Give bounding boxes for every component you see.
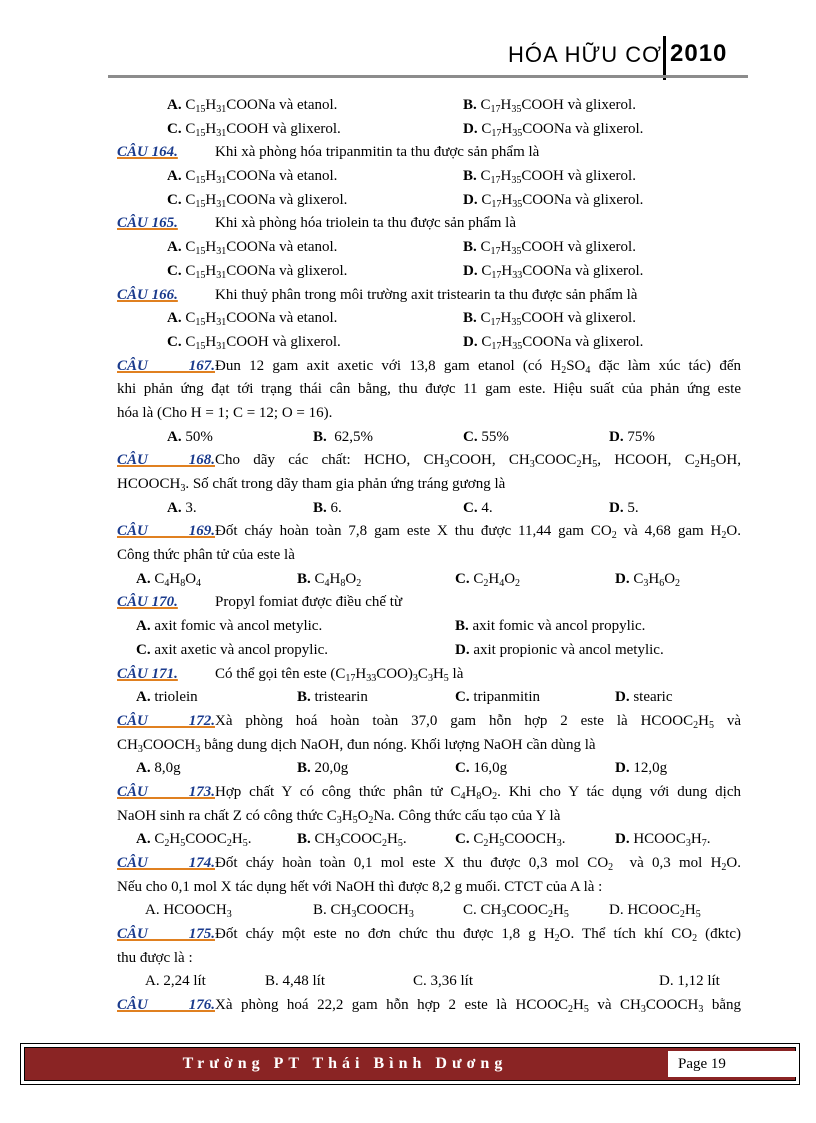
question-171: CÂU 171. Có thể gọi tên este $(C_{17}H_{33}COO)_3C_3H_5$ là [117,665,464,684]
footer-school: Trường PT Thái Bình Dương [182,1055,508,1072]
header-divider [663,36,666,80]
option-row: A. $C_{15}H_{31}COONa$ và etanol. B. $C_{17}H_{35}COOH$ và glixerol. [167,97,636,115]
option-row: C. $C_{15}H_{31}COONa$ và glixerol. D. $C_{17}H_{35}COONa$ và glixerol. [167,191,644,210]
option-row: A. axit fomic và ancol metylic. B. axit fomic và ancol propylic. [136,618,646,635]
page-content [117,94,741,1018]
question-text: Nếu cho 0,1 mol X tác dụng hết với NaOH thì được 8,2 g muối. CTCT của A là : [117,878,603,895]
header-title: HÓA HỮU CƠ [508,42,662,67]
question-text: NaOH sinh ra chất Z có công thức $C_3H_5O_2Na$. Công thức cấu tạo của Y là [117,807,561,826]
question-165: CÂU 165. Khi xà phòng hóa triolein ta thu được sản phẩm là [117,215,516,232]
question-170: CÂU 170. Propyl fomiat được điều chế từ [117,594,403,611]
question-166: CÂU 166. Khi thuỷ phân trong môi trường axit tristearin ta thu được sản phẩm là [117,286,638,303]
option-row: A. $C_4H_8O_4$ B. $C_4H_8O_2$ C. $C_2H_4O_2$ D. $C_3H_6O_2$ [136,570,681,589]
option-row: A. 8,0g B. 20,0g C. 16,0g D. 12,0g [136,760,668,777]
option-row: A. 50% B. 62,5% C. 55% D. 75% [167,428,655,445]
question-175: CÂU 175.Đốt cháy một este no đơn chức thu được 1,8 g $H_2O$. Thể tích khí $CO_2$ (đktc) [117,926,741,945]
question-167: CÂU 167.Đun 12 gam axit axetic với 13,8 gam etanol (có $H_2SO_4$ đặc làm xúc tác) đến [117,357,741,376]
option-row: A. $C_2H_5COOC_2H_5$. B. $CH_3COOC_2H_5$. C. $C_2H_5COOCH_3$. D. $HCOOC_3H_7$. [136,831,711,850]
page-number: Page 19 [668,1051,796,1077]
question-text: thu được là : [117,949,193,966]
option-row: A. 3. B. 6. C. 4. D. 5. [167,499,639,516]
option-row: C. axit axetic và ancol propylic. D. axit propionic và ancol metylic. [136,641,664,658]
footer-banner [24,1047,796,1081]
question-text: $HCOOCH_3$. Số chất trong dãy tham gia phản ứng tráng gương là [117,476,506,494]
option-row: A. $HCOOCH_3$ B. $CH_3COOCH_3$ C. $CH_3COOC_2H_5$ D. $HCOOC_2H_5$ [145,902,701,921]
question-168: CÂU 168.Cho dãy các chất: HCHO, $CH_3COOH$, $CH_3COOC_2H_5$, HCOOH, $C_2H_5OH$, [117,452,741,471]
header-year: 2010 [670,40,728,67]
question-text: hóa là (Cho H = 1; C = 12; O = 16). [117,404,333,421]
question-172: CÂU 172.Xà phòng hoá hoàn toàn 37,0 gam hỗn hợp 2 este là $HCOOC_2H_5$ và [117,712,741,731]
question-164: CÂU 164. Khi xà phòng hóa tripanmitin ta thu được sản phẩm là [117,144,540,161]
header-rule [108,75,748,78]
question-text: khi phản ứng đạt tới trạng thái cân bằng, thu được 11 gam este. Hiệu suất của phản ứng este [117,381,741,398]
question-169: CÂU 169.Đốt cháy hoàn toàn 7,8 gam este X thu được 11,44 gam $CO_2$ và 4,68 gam $H_2O$. [117,523,741,542]
option-row: A. triolein B. tristearin C. tripanmitin D. stearic [136,689,673,706]
option-row: A. $C_{15}H_{31}COONa$ và etanol. B. $C_{17}H_{35}COOH$ và glixerol. [167,310,636,329]
option-row: C. $C_{15}H_{31}COOH$ và glixerol. D. $C_{17}H_{35}COONa$ và glixerol. [167,333,644,352]
option-row: A. $C_{15}H_{31}COONa$ và etanol. B. $C_{17}H_{35}COOH$ và glixerol. [167,239,636,258]
option-row: C. $C_{15}H_{31}COONa$ và glixerol. D. $C_{17}H_{33}COONa$ và glixerol. [167,262,644,281]
question-text: Công thức phân tử của este là [117,547,295,564]
page-footer [20,1043,800,1085]
question-text: $CH_3COOCH_3$ bằng dung dịch NaOH, đun nóng. Khối lượng NaOH cần dùng là [117,736,596,755]
question-176: CÂU 176.Xà phòng hoá 22,2 gam hỗn hợp 2 este là $HCOOC_2H_5$ và $CH_3COOCH_3$ bằng [117,997,741,1016]
question-173: CÂU 173.Hợp chất Y có công thức phân tử $C_4H_8O_2$. Khi cho Y tác dụng với dung dịch [117,783,741,802]
option-row: A. 2,24 lít B. 4,48 lít C. 3,36 lít D. 1,12 lít [145,973,720,990]
question-174: CÂU 174.Đốt cháy hoàn toàn 0,1 mol este X thu được 0,3 mol $CO_2$ và 0,3 mol $H_2O$. [117,855,741,873]
option-row: A. $C_{15}H_{31}COONa$ và etanol. B. $C_{17}H_{35}COOH$ và glixerol. [167,168,636,187]
option-row: C. $C_{15}H_{31}COOH$ và glixerol. D. $C_{17}H_{35}COONa$ và glixerol. [167,120,644,139]
